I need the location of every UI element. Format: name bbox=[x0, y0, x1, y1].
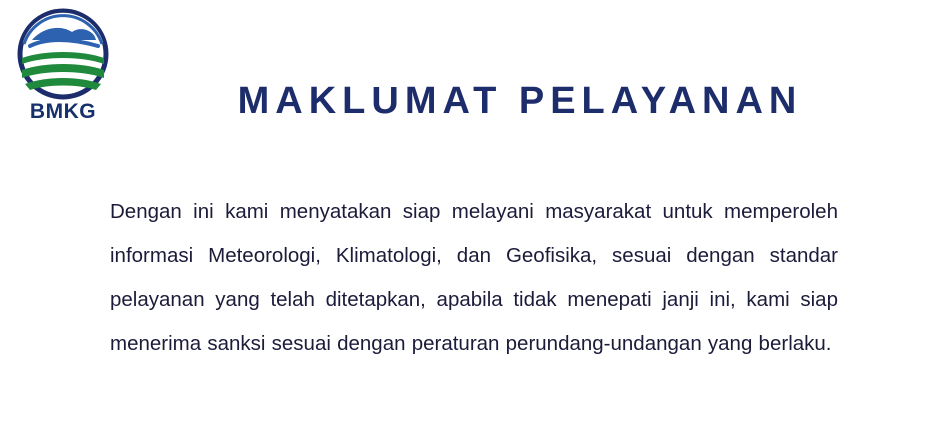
bmkg-logo bbox=[8, 8, 118, 128]
declaration-paragraph: Dengan ini kami menyatakan siap melayani masyarakat untuk memperoleh informasi Meteorologi, Klimatologi, dan Geofisika, sesuai dengan standar pelayanan yang telah ditetapkan, apabila tidak menepati janji ini, kami siap menerima sanksi sesuai dengan peraturan perundang-undangan yang berlaku. bbox=[110, 200, 838, 355]
bmkg-logo-icon bbox=[8, 8, 118, 104]
bmkg-logo-acronym: BMKG bbox=[29, 100, 97, 123]
page-title: MAKLUMAT PELAYANAN bbox=[237, 80, 803, 122]
